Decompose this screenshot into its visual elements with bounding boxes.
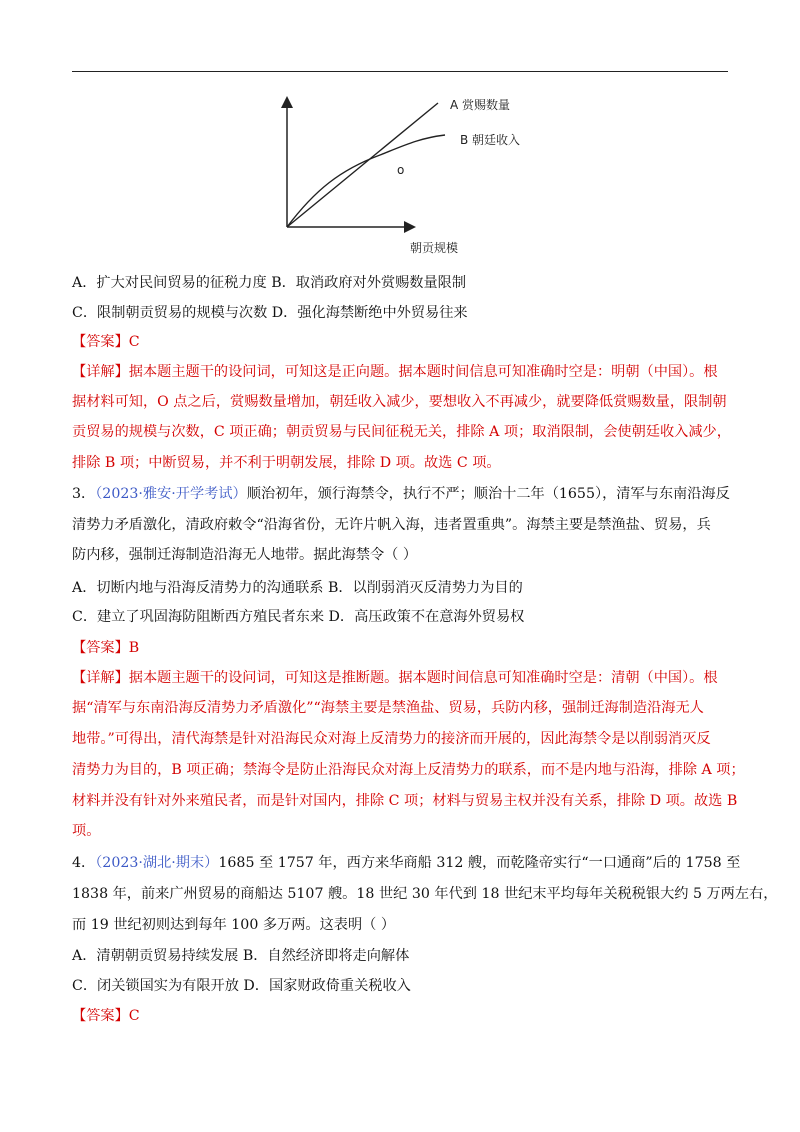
q4-stem-first xyxy=(72,853,741,873)
q3-detail-line: 地带。”可得出，清代海禁是针对沿海民众对海上反清势力的接济而开展的，因此海禁令是以削弱消灭反 xyxy=(72,731,711,747)
q4-options-cd: C．闭关锁国实为有限开放 D．国家财政倚重关税收入 xyxy=(72,978,411,994)
q4-number: 4． xyxy=(72,855,96,871)
q3-detail-line: 据“清军与东南沿海反清势力矛盾激化”“海禁主要是禁渔盐、贸易，兵防内移，强制迁海制造沿海无人 xyxy=(72,700,704,716)
q3-answer: 【答案】B xyxy=(72,640,140,656)
q2-detail-line: 贡贸易的规模与次数，C 项正确；朝贡贸易与民间征税无关，排除 A 项；取消限制，会使朝廷收入减少， xyxy=(72,424,731,440)
q3-stem-line: 防内移，强制迁海制造沿海无人地带。据此海禁令（ ） xyxy=(72,547,418,563)
q4-options-ab: A．清朝朝贡贸易持续发展 B．自然经济即将走向解体 xyxy=(72,948,410,964)
line-b-income xyxy=(287,135,445,227)
q3-source: （2023·雅安·开学考试） xyxy=(95,486,247,502)
point-o-label: o xyxy=(397,163,405,177)
q2-answer: 【答案】C xyxy=(72,334,140,350)
x-axis-label: 朝贡规模 xyxy=(410,241,459,255)
q4-stem-text: 1685 至 1757 年，西方来华商船 312 艘，而乾隆帝实行“一口通商”后的 1758 至 xyxy=(218,855,741,871)
q3-detail-line: 材料并没有针对外来殖民者，而是针对国内，排除 C 项；材料与贸易主权并没有关系，排除 D 项。故选 B xyxy=(72,793,738,809)
line-a-label: A 赏赐数量 xyxy=(450,98,511,112)
trade-figure xyxy=(270,90,570,260)
q2-options-ab: A．扩大对民间贸易的征税力度 B．取消政府对外赏赐数量限制 xyxy=(72,275,467,291)
q2-detail-line: 据材料可知，O 点之后，赏赐数量增加，朝廷收入减少，要想收入不再减少，就要降低赏赐数量，限制朝 xyxy=(72,394,727,410)
header-rule xyxy=(72,71,728,72)
q3-stem-text: 顺治初年，颁行海禁令，执行不严；顺治十二年（1655），清军与东南沿海反 xyxy=(246,486,730,502)
q3-detail-line: 清势力为目的，B 项正确；禁海令是防止沿海民众对海上反清势力的联系，而不是内地与沿海，排除 A 项； xyxy=(72,762,745,778)
q3-detail-line: 【详解】据本题主题干的设问词，可知这是推断题。据本题时间信息可知准确时空是：清朝（中国）。根 xyxy=(72,670,718,686)
q2-options-cd: C．限制朝贡贸易的规模与次数 D．强化海禁断绝中外贸易往来 xyxy=(72,305,468,321)
q3-detail-line: 项。 xyxy=(72,823,101,839)
q2-detail-line: 【详解】据本题主题干的设问词，可知这是正向题。据本题时间信息可知准确时空是：明朝（中国）。根 xyxy=(72,364,718,380)
q3-stem-first xyxy=(72,484,732,504)
q3-number: 3． xyxy=(72,486,96,502)
q2-detail-line: 排除 B 项；中断贸易，并不利于明朝发展，排除 D 项。故选 C 项。 xyxy=(72,455,501,471)
q4-answer: 【答案】C xyxy=(72,1008,140,1024)
q4-source: （2023·湖北·期末） xyxy=(95,855,219,871)
q3-stem-line: 清势力矛盾激化，清政府敕令“沿海省份，无许片帆入海，违者置重典”。海禁主要是禁渔盐、贸易，兵 xyxy=(72,517,711,533)
line-b-label: B 朝廷收入 xyxy=(460,133,521,147)
q3-options-ab: A．切断内地与沿海反清势力的沟通联系 B．以削弱消灭反清势力为目的 xyxy=(72,580,523,596)
line-a-reward xyxy=(287,103,438,227)
q3-options-cd: C．建立了巩固海防阻断西方殖民者东来 D．高压政策不在意海外贸易权 xyxy=(72,609,525,625)
q4-stem-line: 1838 年，前来广州贸易的商船达 5107 艘。18 世纪 30 年代到 18 世纪末平均每年关税税银大约 5 万两左右， xyxy=(72,886,778,902)
q4-stem-line: 而 19 世纪初则达到每年 100 多万两。这表明（ ） xyxy=(72,917,396,933)
